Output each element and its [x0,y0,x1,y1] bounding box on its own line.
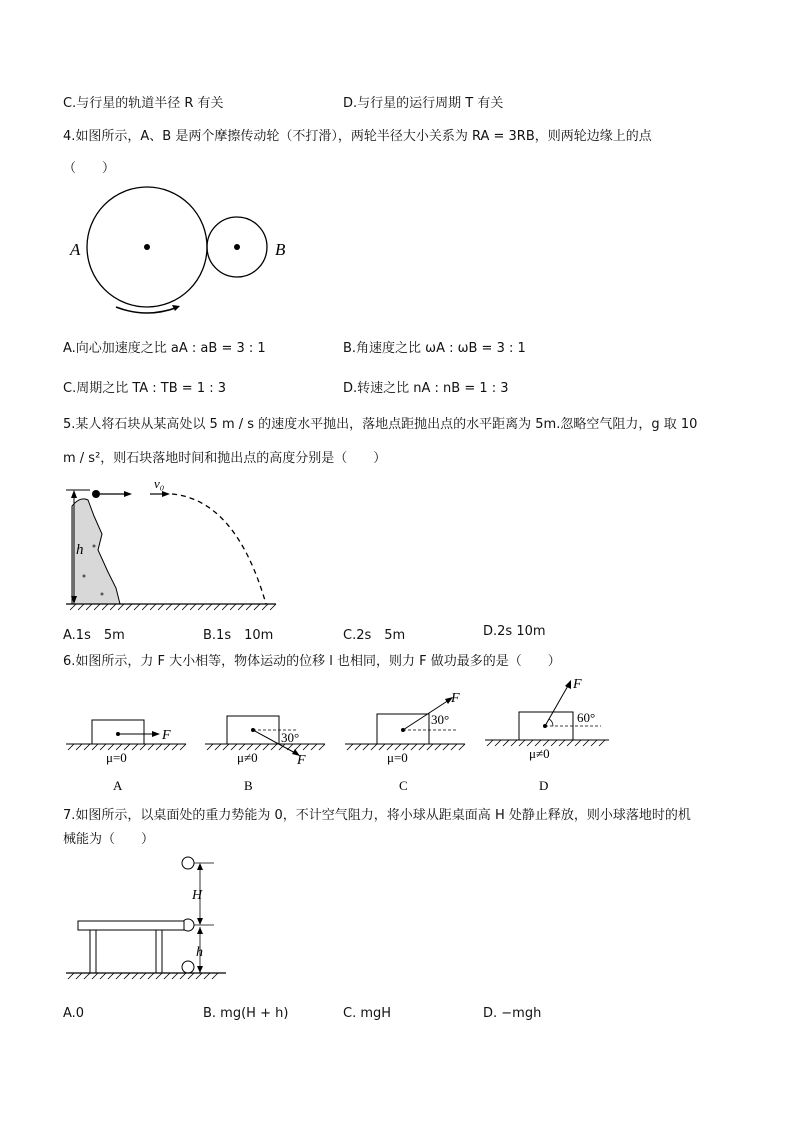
letter: A [113,778,123,793]
label-a: A [70,240,81,259]
q5-option-d: D.2s 10m [483,624,546,639]
mu-label: μ=0 [387,750,408,765]
label-v0: v₀ [154,476,165,491]
q3-option-c: C.与行星的轨道半径 R 有关 [63,96,224,111]
q7-option-c: C. mgH [343,1006,392,1021]
trajectory [172,494,266,604]
q6-stem: 6.如图所示，力 F 大小相等，物体运动的位移 l 也相同，则力 F 做功最多的是（ ） [63,654,561,669]
q7-stem-line1: 7.如图所示，以桌面处的重力势能为 0，不计空气阻力，将小球从距桌面高 H 处静止释放，则小球落地时的机 [63,808,691,823]
q3-option-d: D.与行星的运行周期 T 有关 [343,96,504,111]
force-label: F [297,753,306,768]
q4-friction-wheels-figure [68,185,288,317]
table-leg-left [90,930,96,973]
q7-option-b: B. mg(H + h) [203,1006,289,1021]
q5-stem-line1: 5.某人将石块从某高处以 5 m / s 的速度水平抛出，落地点距抛出点的水平距离为 5m.忽略空气阻力，g 取 10 [63,417,698,432]
angle-label: 30° [281,730,300,745]
q6-figure-d [485,674,609,794]
q5-option-b: B.1s 10m [203,628,274,643]
angle-label: 30° [431,712,450,727]
wheel-b-center [234,244,240,250]
label-h: h [196,945,203,960]
label-b: B [275,240,286,259]
label-h: h [76,542,84,558]
stone [92,490,100,498]
q7-stem-line2: 械能为（ ） [63,832,155,847]
letter: D [539,778,549,793]
wheel-a-center [144,244,150,250]
q4-stem-line2: （ ） [63,161,116,176]
ball-top [182,857,194,869]
force-label: F [573,677,582,692]
q6-figure-b [205,712,325,794]
q5-stem-line2: m / s²，则石块落地时间和抛出点的高度分别是（ ） [63,451,387,466]
q4-option-a: A.向心加速度之比 aA : aB = 3 : 1 [63,341,266,356]
q4-stem-line1: 4.如图所示，A、B 是两个摩擦传动轮（不打滑），两轮半径大小关系为 RA = 3RB，则两轮边缘上的点 [63,129,652,144]
q4-option-d: D.转速之比 nA : nB = 1 : 3 [343,381,509,396]
mu-label: μ≠0 [529,746,550,761]
q6-figure-c [345,690,465,794]
mu-label: μ≠0 [237,750,258,765]
letter: B [244,778,253,793]
ball-bottom [182,961,194,973]
force-label: F [451,691,460,706]
q6-figure-a [66,712,186,794]
table-top [78,921,184,930]
q7-option-a: A.0 [63,1006,85,1021]
q5-option-a: A.1s 5m [63,628,125,643]
angle-label: 60° [577,710,596,725]
q4-option-c: C.周期之比 TA : TB = 1 : 3 [63,381,227,396]
rotation-arrow [116,307,178,313]
q5-option-c: C.2s 5m [343,628,406,643]
q7-table-ball-figure [66,855,226,985]
q7-option-d: D. −mgh [483,1006,542,1021]
mu-label: μ=0 [106,750,127,765]
table-leg-right [156,930,162,973]
label-H: H [192,888,203,903]
force-label: F [162,728,171,743]
q5-projectile-figure [66,476,276,616]
letter: C [399,778,408,793]
q4-option-b: B.角速度之比 ωA : ωB = 3 : 1 [343,341,526,356]
